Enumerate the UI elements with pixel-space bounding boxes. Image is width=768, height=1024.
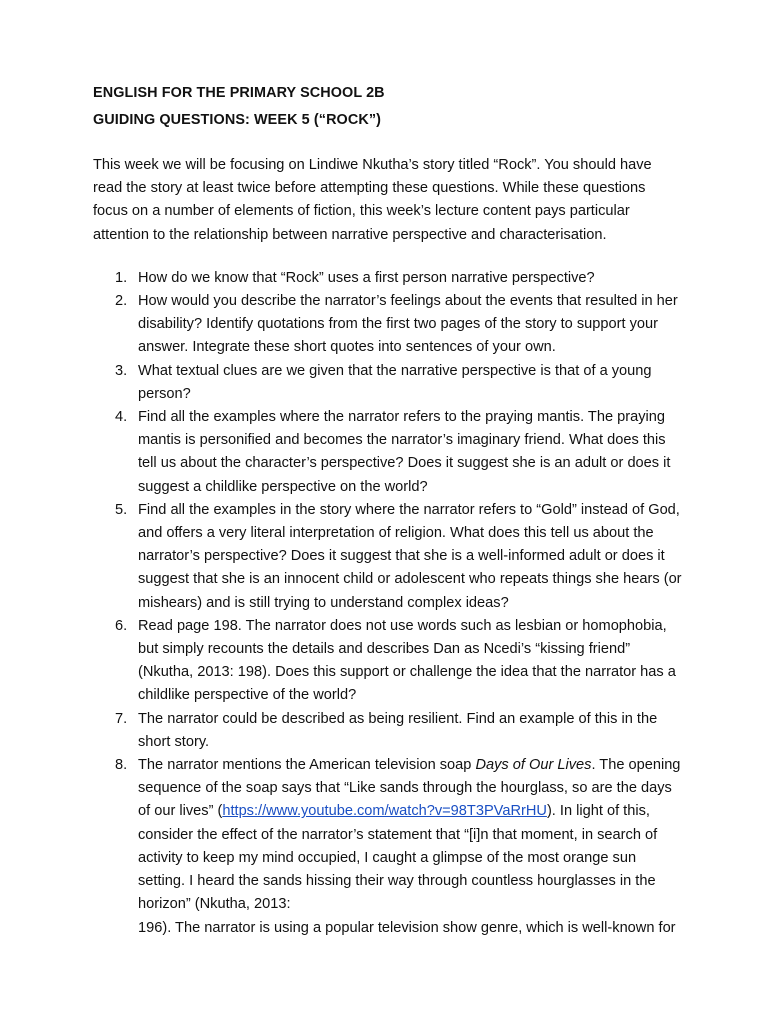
q8-text-mid: . The opening sequence of the soap says that “Like sands through the hourglass, so are the days of our lives” (	[138, 757, 681, 820]
question-number: 4.	[115, 409, 128, 426]
page-subtitle: GUIDING QUESTIONS: WEEK 5 (“ROCK”)	[93, 112, 382, 128]
question-item	[93, 708, 683, 754]
course-title: ENGLISH FOR THE PRIMARY SCHOOL 2B	[93, 85, 385, 101]
q8-continuation: 196). The narrator is using a popular television show genre, which is well-known for	[138, 919, 676, 936]
youtube-link[interactable]: https://www.youtube.com/watch?v=98T3PVaRrHU	[222, 803, 547, 820]
question-number: 3.	[115, 362, 128, 379]
question-number: 5.	[115, 501, 128, 518]
question-text: Read page 198. The narrator does not use words such as lesbian or homophobia, but simply recounts the details and describes Dan as Ncedi’s “kissing friend” (Nkutha, 2013: 198). Does this support or challenge the idea that the narrator has a childlike perspective of the world?	[138, 617, 676, 704]
question-item	[93, 290, 683, 360]
question-text: Find all the examples where the narrator refers to the praying mantis. The praying mantis is personified and becomes the narrator’s imaginary friend. What does this tell us about the character’s perspective? Does it suggest she is an adult or does it suggest a childlike perspective on the world?	[138, 409, 671, 495]
question-number: 8.	[115, 757, 128, 774]
question-number: 2.	[115, 293, 128, 310]
question-text	[138, 757, 680, 912]
question-item	[93, 360, 683, 406]
question-item-8	[93, 754, 683, 940]
question-item	[93, 406, 683, 499]
question-text: How would you describe the narrator’s feelings about the events that resulted in her disability? Identify quotations from the first two pages of the story to support your answer. Integrate these short quotes into sentences of your own.	[138, 293, 678, 356]
question-list	[93, 267, 683, 940]
question-text: The narrator could be described as being resilient. Find an example of this in the short story.	[138, 710, 658, 750]
document-page	[93, 82, 683, 940]
question-item	[93, 615, 683, 708]
question-text: Find all the examples in the story where the narrator refers to “Gold” instead of God, and offers a very literal interpretation of religion. What does this tell us about the narrator’s perspective? Does it suggest that she is a well-informed adult or does it suggest that she is an innocent child or adolescent who repeats things she hears (or mishears) and is still trying to understand complex ideas?	[138, 501, 682, 611]
q8-text-end: ). In light of this, consider the effect of the narrator’s statement that “[i]n that moment, in search of activity to keep my mind occupied, I caught a glimpse of the most orange sun setting. I heard the sands hissing their way through countless hourglasses in the horizon” (Nkutha, 2013:	[138, 803, 658, 913]
show-title: Days of Our Lives	[475, 757, 592, 774]
question-number: 1.	[115, 269, 128, 286]
q8-text-start: The narrator mentions the American television soap	[138, 757, 476, 774]
question-item	[93, 499, 683, 615]
question-number: 7.	[115, 710, 128, 727]
question-number: 6.	[115, 617, 128, 634]
intro-paragraph: This week we will be focusing on Lindiwe Nkutha’s story titled “Rock”. You should have read the story at least twice before attempting these questions. While these questions focus on a number of elements of fiction, this week’s lecture content pays particular attention to the relationship between narrative perspective and characterisation.	[93, 157, 652, 243]
question-text: How do we know that “Rock” uses a first person narrative perspective?	[138, 269, 595, 286]
question-item	[93, 267, 683, 290]
question-text: What textual clues are we given that the narrative perspective is that of a young person?	[138, 362, 652, 402]
